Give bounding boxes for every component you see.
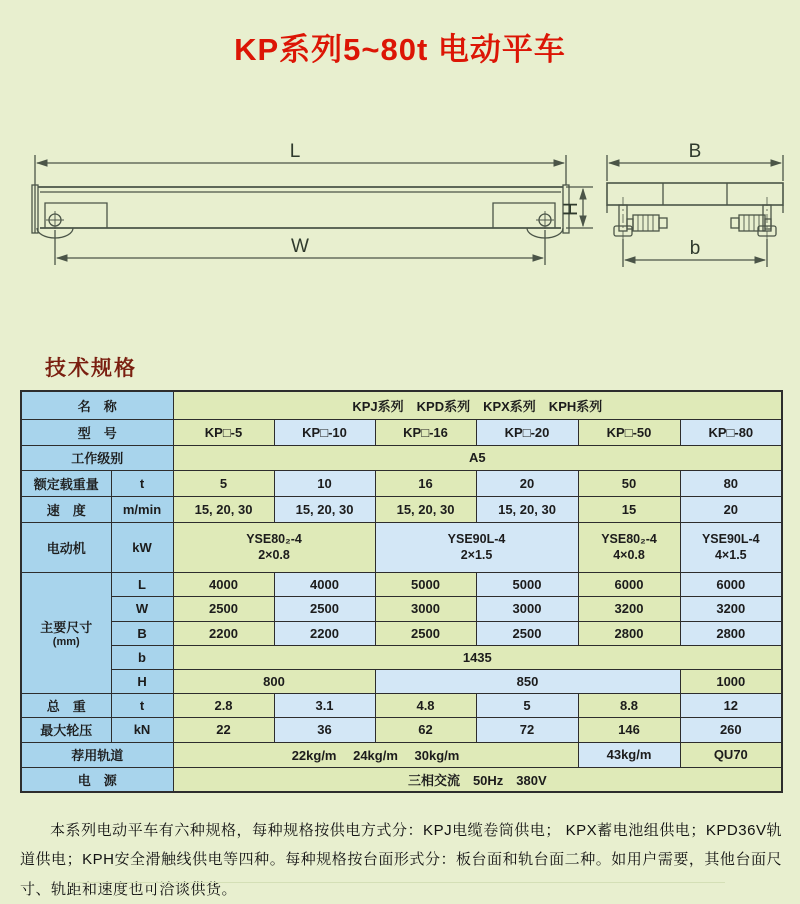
dim-H-cell: 1000 [680,669,782,693]
rail-cell: 22kg/m 24kg/m 30kg/m [173,742,578,767]
row-speed [21,496,782,522]
dim-W-cell: 2500 [173,596,274,621]
section-heading: 技术规格 [45,357,137,380]
capacity-cell: 80 [680,470,782,496]
speed-cell: 15, 20, 30 [375,496,476,522]
row-label-capacity: 额定载重量 [21,470,111,496]
row-total-weight [21,693,782,717]
row-model [21,419,782,445]
wheel-load-cell: 146 [578,717,680,742]
row-label-total-weight: 总 重 [21,693,111,717]
dim-label-height: H [561,202,582,216]
capacity-cell: 50 [578,470,680,496]
dimensions-label: 主要尺寸 [40,620,93,635]
motor-cell [173,522,375,572]
total-weight-cell: 4.8 [375,693,476,717]
motor-power: 4×1.5 [714,548,747,562]
total-weight-cell: 3.1 [274,693,375,717]
row-label-speed: 速 度 [21,496,111,522]
dim-B-cell: 2200 [173,621,274,645]
row-duty-class [21,445,782,470]
dim-label-gauge: b [689,238,701,259]
motor-model: YSE90L-4 [701,531,760,546]
dim-B-cell: 2500 [375,621,476,645]
motor-model: YSE90L-4 [447,531,506,546]
wheel-load-cell: 72 [476,717,578,742]
dim-b-cell: 1435 [173,645,782,669]
page-title: KP系列5~80t 电动平车 [234,32,566,67]
unit-cell: m/min [111,496,173,522]
speed-cell: 15, 20, 30 [173,496,274,522]
row-max-wheel-load [21,717,782,742]
model-cell: KP□-50 [578,419,680,445]
capacity-cell: 20 [476,470,578,496]
wheel-load-cell: 36 [274,717,375,742]
row-power [21,767,782,792]
motor-model: YSE80₂-4 [246,531,302,546]
rail-cell: QU70 [680,742,782,767]
dim-L-cell: 4000 [173,572,274,596]
row-label-duty-class: 工作级别 [21,445,173,470]
motor-power: 2×0.8 [258,548,290,562]
unit-cell: kN [111,717,173,742]
total-weight-cell: 5 [476,693,578,717]
wheel-load-cell: 260 [680,717,782,742]
dim-L-cell: 6000 [578,572,680,596]
motor-cell [578,522,680,572]
total-weight-cell: 8.8 [578,693,680,717]
total-weight-cell: 2.8 [173,693,274,717]
row-label-model: 型 号 [21,419,173,445]
spec-table [20,390,783,793]
row-label-rail: 荐用轨道 [21,742,173,767]
capacity-cell: 10 [274,470,375,496]
model-cell: KP□-80 [680,419,782,445]
motor-power: 4×0.8 [613,548,645,562]
wheel-load-cell: 62 [375,717,476,742]
row-label-power: 电 源 [21,767,173,792]
model-cell: KP□-10 [274,419,375,445]
capacity-cell: 5 [173,470,274,496]
dim-label-wheelbase: W [291,236,309,257]
rail-cell: 43kg/m [578,742,680,767]
model-cell: KP□-16 [375,419,476,445]
capacity-cell: 16 [375,470,476,496]
description-paragraph: 本系列电动平车有六种规格，每种规格按供电方式分：KPJ电缆卷筒供电； KPX蓄电池组供电；KPD36V轨道供电；KPH安全滑触线供电等四种。每种规格按台面形式分：板台面和轨台面二种。如用户需要，其他台面尺寸、轨距和速度也可洽谈供货。 [20,822,782,898]
row-label-name: 名 称 [21,391,173,419]
motor-cell [680,522,782,572]
power-cell: 三相交流 50Hz 380V [173,767,782,792]
speed-cell: 20 [680,496,782,522]
row-rail [21,742,782,767]
dim-L-cell: 4000 [274,572,375,596]
row-dim-W [21,596,782,621]
unit-cell: kW [111,522,173,572]
total-weight-cell: 12 [680,693,782,717]
wheel-load-cell: 22 [173,717,274,742]
dim-H-cell: 850 [375,669,680,693]
dim-L-cell: 5000 [375,572,476,596]
dim-W-cell: 3200 [578,596,680,621]
dim-label-length: L [289,141,301,162]
dim-L-cell: 6000 [680,572,782,596]
series-names-cell: KPJ系列 KPD系列 KPX系列 KPH系列 [173,391,782,419]
dim-sublabel: b [111,645,173,669]
speed-cell: 15, 20, 30 [476,496,578,522]
dim-B-cell: 2800 [680,621,782,645]
dim-B-cell: 2500 [476,621,578,645]
technical-drawing [15,125,785,275]
dim-W-cell: 3200 [680,596,782,621]
motor-cell [375,522,578,572]
unit-cell: t [111,470,173,496]
bottom-divider [70,882,725,883]
unit-cell: t [111,693,173,717]
dim-L-cell: 5000 [476,572,578,596]
dim-sublabel: H [111,669,173,693]
duty-class-cell: A5 [173,445,782,470]
dim-label-width: B [688,141,702,162]
dimensions-unit-note: (mm) [52,636,80,648]
model-cell: KP□-20 [476,419,578,445]
dim-sublabel: L [111,572,173,596]
speed-cell: 15 [578,496,680,522]
row-dim-L [21,572,782,596]
drawing-svg [15,125,785,275]
dim-sublabel: W [111,596,173,621]
speed-cell: 15, 20, 30 [274,496,375,522]
row-dim-b [21,645,782,669]
row-capacity [21,470,782,496]
motor-power: 2×1.5 [460,548,493,562]
dim-W-cell: 3000 [375,596,476,621]
motor-model: YSE80₂-4 [601,531,657,546]
dim-H-cell: 800 [173,669,375,693]
row-dim-B [21,621,782,645]
dim-W-cell: 2500 [274,596,375,621]
row-label-max-wheel-load: 最大轮压 [21,717,111,742]
row-label-motor: 电动机 [21,522,111,572]
dim-sublabel: B [111,621,173,645]
row-motor [21,522,782,572]
row-dim-H [21,669,782,693]
row-label-dimensions [21,572,111,693]
model-cell: KP□-5 [173,419,274,445]
dim-B-cell: 2800 [578,621,680,645]
row-name [21,391,782,419]
drawing-side-view [32,155,593,265]
dim-B-cell: 2200 [274,621,375,645]
dim-W-cell: 3000 [476,596,578,621]
